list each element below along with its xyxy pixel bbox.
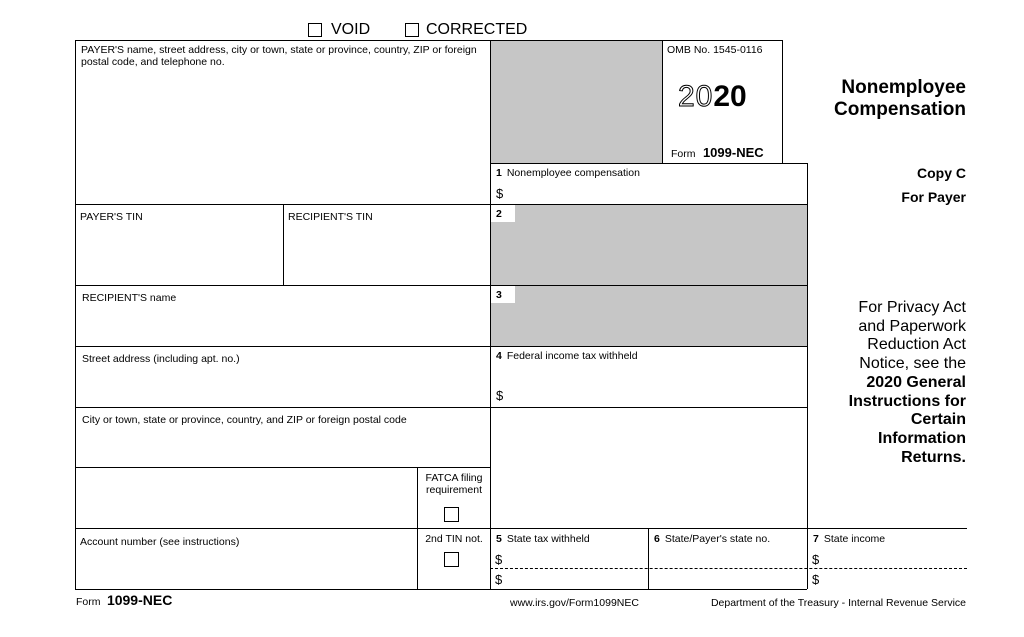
omb-number: OMB No. 1545-0116 xyxy=(667,44,763,56)
box4-input[interactable] xyxy=(508,386,803,404)
box5-dollar-1: $ xyxy=(495,552,503,567)
shaded-area-top xyxy=(490,41,662,164)
tax-year-prefix: 20 xyxy=(678,80,714,113)
fatca-label: FATCA filing requirement xyxy=(425,472,483,496)
footer-url[interactable]: www.irs.gov/Form1099NEC xyxy=(510,597,639,609)
payer-info-label: PAYER'S name, street address, city or town, state or province, country, ZIP or foreign postal code, and telephone no. xyxy=(81,44,477,68)
payer-tin-input[interactable] xyxy=(80,230,278,280)
box1-dollar: $ xyxy=(496,186,504,201)
box5-input-1[interactable] xyxy=(508,550,646,567)
box6-label: 6 State/Payer's state no. xyxy=(654,533,771,545)
corrected-label: CORRECTED xyxy=(426,21,528,38)
box6-input-1[interactable] xyxy=(652,550,804,567)
footer-form-name: Form 1099-NEC xyxy=(76,592,173,608)
footer-department: Department of the Treasury - Internal Revenue Service xyxy=(710,597,966,609)
omb-form-name: Form 1099-NEC xyxy=(671,145,764,160)
city-input[interactable] xyxy=(80,430,485,463)
box1-label: 1 Nonemployee compensation xyxy=(496,167,640,179)
box2-shaded xyxy=(490,204,807,285)
form-title: Nonemployee Compensation xyxy=(834,77,966,120)
box5-label: 5 State tax withheld xyxy=(496,533,590,545)
box3-shaded xyxy=(490,285,807,346)
box7-input-2[interactable] xyxy=(824,570,964,587)
recipient-name-label: RECIPIENT'S name xyxy=(82,292,177,304)
box4-label: 4 Federal income tax withheld xyxy=(496,350,638,362)
privacy-notice: For Privacy Act and Paperwork Reduction Act Notice, see the 2020 General Instructions for Certain Information Returns. xyxy=(848,299,966,466)
payer-info-input[interactable] xyxy=(80,72,485,200)
copy-subtitle: For Payer xyxy=(901,189,966,205)
recipient-tin-input[interactable] xyxy=(288,230,486,280)
void-label: VOID xyxy=(331,21,371,38)
box2-number: 2 xyxy=(496,208,502,220)
box6-input-2[interactable] xyxy=(652,570,804,587)
recipient-tin-label: RECIPIENT'S TIN xyxy=(288,211,373,223)
box7-input-1[interactable] xyxy=(824,550,964,567)
city-label: City or town, state or province, country, and ZIP or foreign postal code xyxy=(82,414,407,426)
second-tin-checkbox[interactable] xyxy=(444,552,459,567)
void-checkbox[interactable] xyxy=(308,23,322,37)
box4-dollar: $ xyxy=(496,388,504,403)
box7-dollar-1: $ xyxy=(812,552,820,567)
box7-dollar-2: $ xyxy=(812,572,820,587)
box7-label: 7 State income xyxy=(813,533,886,545)
recipient-name-input[interactable] xyxy=(80,310,485,342)
payer-tin-label: PAYER'S TIN xyxy=(80,211,143,223)
box1-input[interactable] xyxy=(508,184,803,202)
second-tin-label: 2nd TIN not. xyxy=(425,533,483,545)
corrected-checkbox[interactable] xyxy=(405,23,419,37)
box3-number: 3 xyxy=(496,289,502,301)
copy-title: Copy C xyxy=(917,165,966,181)
account-number-label: Account number (see instructions) xyxy=(80,536,240,548)
tax-year-suffix: 20 xyxy=(713,80,747,113)
street-address-label: Street address (including apt. no.) xyxy=(82,353,240,365)
street-address-input[interactable] xyxy=(80,370,485,403)
box5-dollar-2: $ xyxy=(495,572,503,587)
fatca-checkbox[interactable] xyxy=(444,507,459,522)
tax-year xyxy=(678,80,747,114)
account-number-input[interactable] xyxy=(80,552,413,585)
box5-input-2[interactable] xyxy=(508,570,646,587)
